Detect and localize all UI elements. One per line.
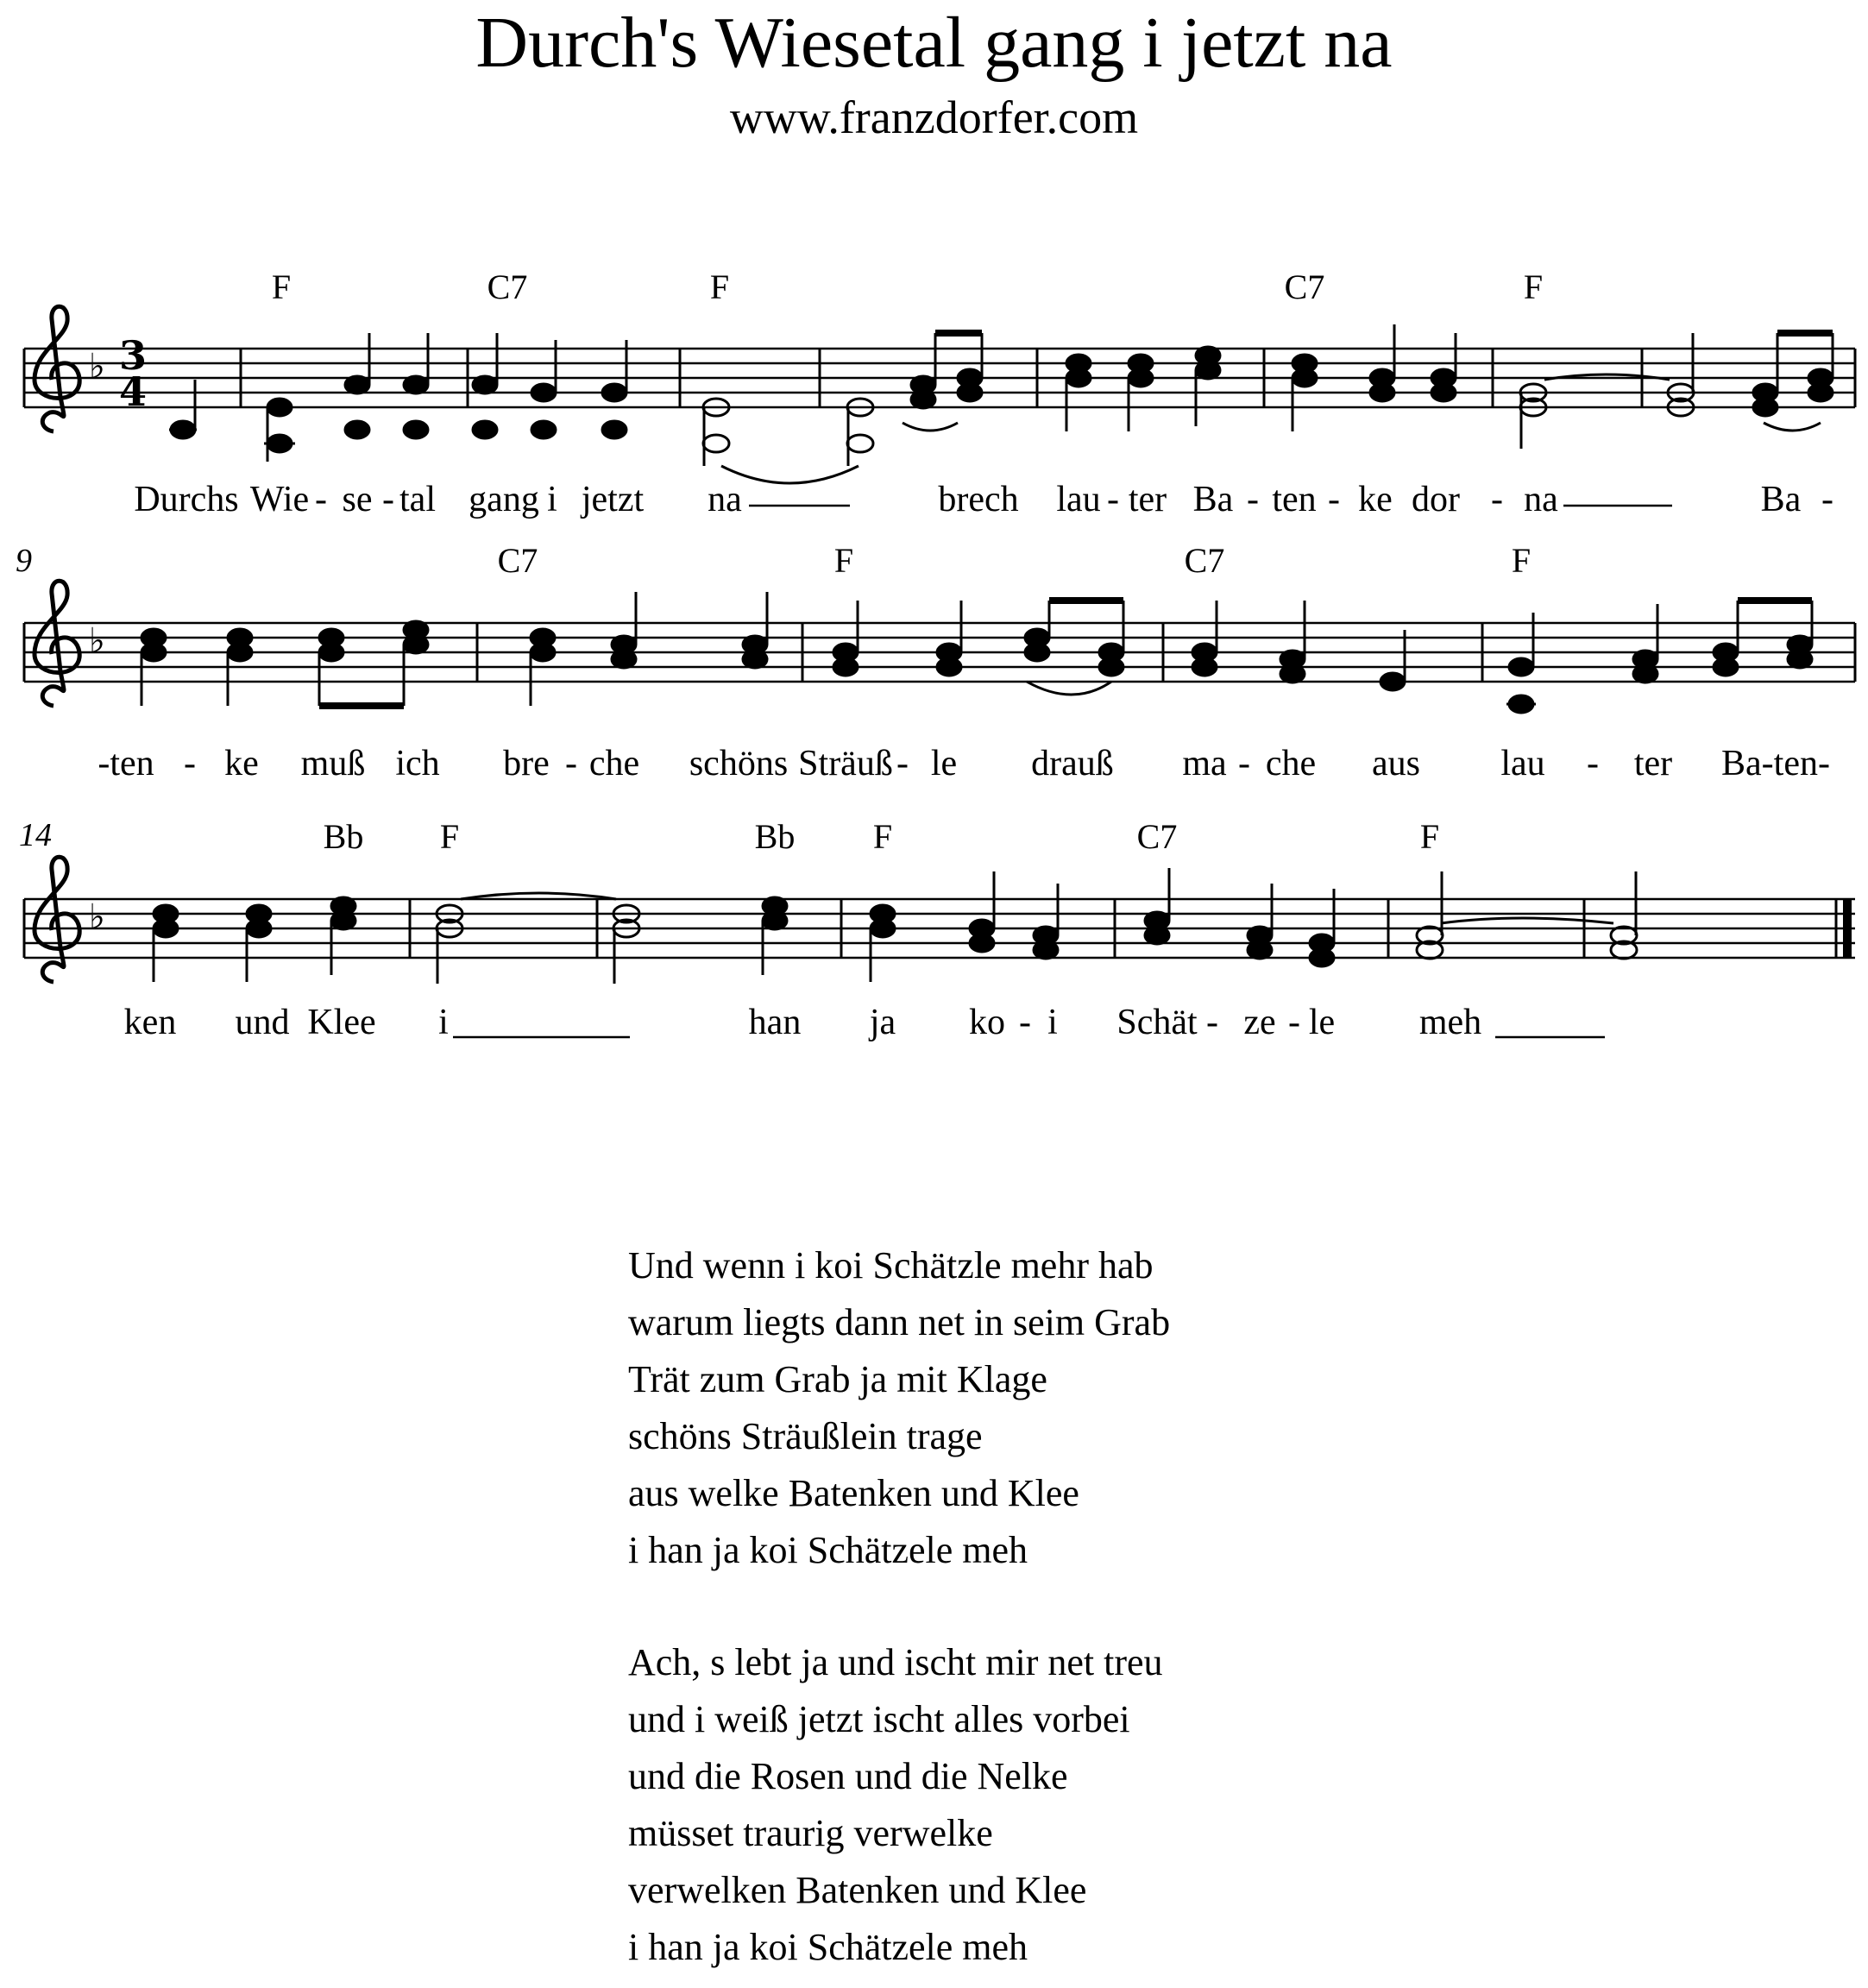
verse-line: Ach, s lebt ja und ischt mir net treu — [628, 1641, 1163, 1683]
lyric-syllable: Sträuß — [798, 744, 893, 783]
verse-line: i han ja koi Schätzele meh — [628, 1926, 1028, 1968]
lyric-syllable: bre — [503, 744, 550, 783]
lyric-syllable: se — [342, 480, 373, 519]
svg-text:♭: ♭ — [89, 621, 105, 661]
lyric-syllable: le — [1308, 1003, 1336, 1042]
verse-line: aus welke Batenken und Klee — [628, 1472, 1079, 1514]
chord-symbol: F — [271, 267, 292, 306]
lyric-syllable: han — [748, 1003, 802, 1042]
lyric-syllable: und — [235, 1003, 290, 1042]
time-sig-bottom: 4 — [119, 368, 148, 415]
lyric-syllable: aus — [1372, 744, 1420, 783]
lyric-syllable: dor — [1412, 480, 1460, 519]
verse-line: Trät zum Grab ja mit Klage — [628, 1358, 1047, 1400]
lyric-syllable: gang — [469, 480, 539, 519]
measure-number-9: 9 — [16, 543, 32, 579]
lyric-syllable: - — [184, 744, 196, 783]
verse-line: i han ja koi Schätzele meh — [628, 1529, 1028, 1571]
chord-symbol: F — [1523, 267, 1544, 306]
lyric-syllable: Klee — [307, 1003, 376, 1042]
lyric-syllable: Wie — [249, 480, 310, 519]
lyric-syllable: - — [565, 744, 577, 783]
lyric-syllable: - — [1328, 480, 1340, 519]
chord-symbol: F — [872, 817, 893, 856]
lyric-syllable: ken — [123, 1003, 177, 1042]
chord-symbol: C7 — [497, 541, 538, 580]
lyric-syllable: - — [382, 480, 394, 519]
lyric-syllable: drauß — [1031, 744, 1114, 783]
chord-symbol: C7 — [1284, 267, 1325, 306]
lyric-syllable: - — [1491, 480, 1503, 519]
lyric-syllable: - — [315, 480, 327, 519]
lyric-syllable: Schät — [1116, 1003, 1198, 1042]
svg-text:♭: ♭ — [89, 347, 105, 387]
lyric-syllable: meh — [1418, 1003, 1482, 1042]
lyric-syllable: le — [930, 744, 958, 783]
lyric-syllable: ma — [1182, 744, 1227, 783]
verse-line: müsset traurig verwelke — [628, 1812, 993, 1854]
verse-line: schöns Sträußlein trage — [628, 1415, 983, 1457]
chord-symbol: C7 — [1136, 817, 1178, 856]
chord-symbol: F — [709, 267, 730, 306]
lyric-syllable: i — [1047, 1003, 1058, 1042]
lyric-syllable: ze — [1243, 1003, 1276, 1042]
lyric-syllable: lau — [1056, 480, 1101, 519]
song-title: Durch's Wiesetal gang i jetzt na — [475, 3, 1393, 83]
lyric-syllable: - — [1206, 1003, 1218, 1042]
lyric-syllable: i — [438, 1003, 449, 1042]
lyric-syllable: - — [1821, 480, 1833, 519]
lyric-syllable: ten — [1272, 480, 1317, 519]
lyric-syllable: Ba-ten- — [1721, 744, 1830, 783]
lyric-syllable: ja — [869, 1003, 896, 1042]
lyric-syllable: ter — [1633, 744, 1673, 783]
lyric-syllable: muß — [300, 744, 366, 783]
lyric-syllable: tal — [399, 480, 436, 519]
lyric-syllable: - — [1107, 480, 1119, 519]
website-subtitle: www.franzdorfer.com — [729, 91, 1139, 143]
chord-symbol: Bb — [754, 817, 796, 856]
lyric-syllable: schöns — [689, 744, 789, 783]
chord-symbol: C7 — [1184, 541, 1225, 580]
lyric-syllable: - — [896, 744, 909, 783]
lyric-syllable: brech — [938, 480, 1019, 519]
lyric-syllable: ke — [1358, 480, 1393, 519]
lyric-syllable: na — [708, 480, 742, 519]
time-sig-top: 3 — [119, 332, 148, 379]
lyric-syllable: - — [1238, 744, 1250, 783]
chord-symbol: F — [1419, 817, 1440, 856]
lyric-syllable: Durchs — [134, 480, 239, 519]
lyric-syllable: -ten — [97, 744, 154, 783]
lyric-syllable: - — [1247, 480, 1259, 519]
chord-symbol: F — [833, 541, 854, 580]
verse-3 — [628, 1634, 1163, 1976]
verse-line: und die Rosen und die Nelke — [628, 1755, 1068, 1797]
verse-line: warum liegts dann net in seim Grab — [628, 1301, 1171, 1343]
lyric-syllable: ke — [224, 744, 259, 783]
verse-2 — [628, 1237, 1170, 1579]
chord-symbol: Bb — [323, 817, 364, 856]
lyric-syllable: ko — [969, 1003, 1005, 1042]
chord-symbol: C7 — [487, 267, 528, 306]
lyric-syllable: Ba — [1760, 480, 1802, 519]
lyric-syllable: che — [1265, 744, 1317, 783]
lyric-syllable: ich — [395, 744, 440, 783]
lyric-syllable: na — [1524, 480, 1558, 519]
lyric-syllable: - — [1288, 1003, 1300, 1042]
lyric-syllable: i — [547, 480, 557, 519]
lyric-syllable: jetzt — [581, 480, 645, 519]
lyric-syllable: Ba — [1192, 480, 1234, 519]
chord-symbol: F — [1511, 541, 1532, 580]
verse-line: verwelken Batenken und Klee — [628, 1869, 1087, 1911]
chord-symbol: F — [439, 817, 460, 856]
svg-text:♭: ♭ — [89, 897, 105, 937]
lyric-syllable: - — [1587, 744, 1599, 783]
verse-line: und i weiß jetzt ischt alles vorbei — [628, 1698, 1130, 1740]
lyric-syllable: - — [1019, 1003, 1031, 1042]
verse-line: Und wenn i koi Schätzle mehr hab — [628, 1244, 1154, 1287]
lyric-syllable: lau — [1500, 744, 1545, 783]
lyric-syllable: ter — [1128, 480, 1167, 519]
lyric-syllable: che — [588, 744, 640, 783]
measure-number-14: 14 — [19, 817, 52, 853]
